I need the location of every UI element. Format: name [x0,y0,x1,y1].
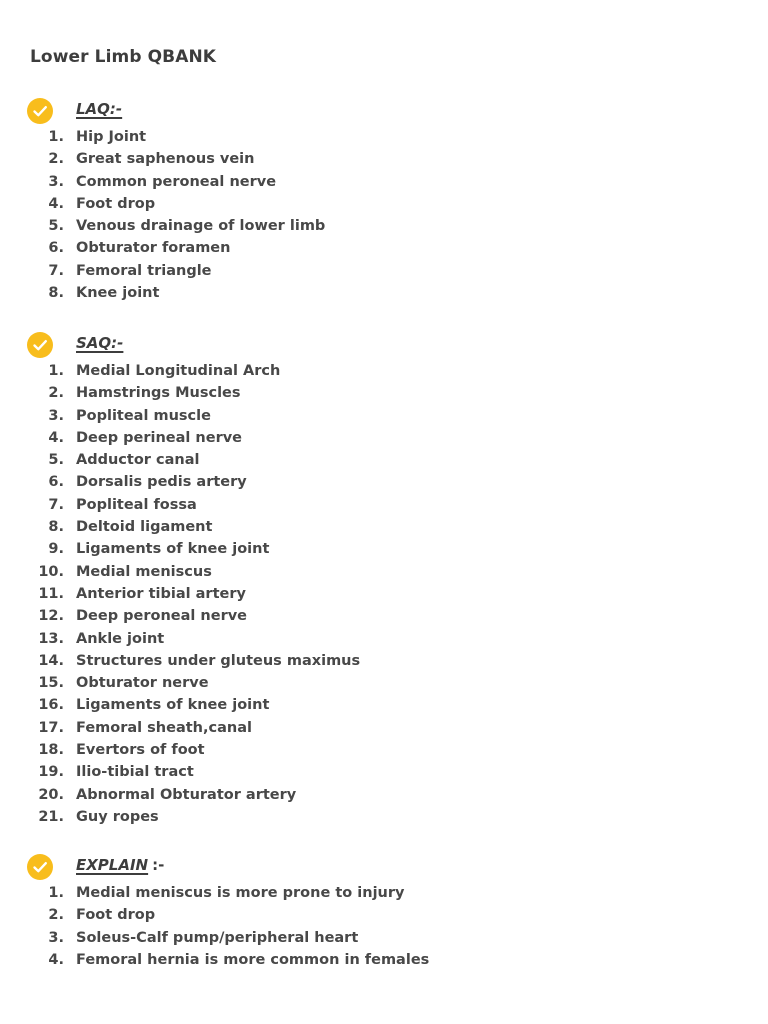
section-heading: EXPLAIN :- [76,856,165,874]
item-text: Medial meniscus [76,563,212,580]
item-text: Ligaments of knee joint [76,697,270,714]
item-number: 16. [38,697,64,714]
list-item [0,740,768,762]
section-heading-suffix: :- [152,856,165,874]
list-item [0,928,768,950]
item-text: Deep peroneal nerve [76,608,248,625]
list-item [0,562,768,584]
item-text: Ankle joint [76,630,165,647]
list-item [0,584,768,606]
list-item [0,950,768,972]
item-text: Hip Joint [76,129,147,145]
item-number: 7. [48,496,64,513]
list-item [0,606,768,628]
item-number: 3. [48,929,64,946]
list-item [0,673,768,695]
item-number: 4. [48,429,64,446]
item-number: 8. [48,519,64,536]
list-item [0,539,768,561]
list-item [0,517,768,539]
question-list [0,127,768,305]
list-item [0,629,768,651]
list-item [0,472,768,494]
item-text: Obturator nerve [76,675,209,692]
item-number: 5. [48,218,64,235]
section-header [0,333,768,361]
item-number: 6. [48,240,64,257]
item-text: Guy ropes [76,808,159,825]
item-number: 11. [38,585,64,602]
list-item [0,807,768,829]
section-explain [0,855,768,972]
list-item [0,216,768,238]
item-text: Popliteal fossa [76,496,197,513]
list-item [0,651,768,673]
list-item [0,905,768,927]
item-text: Structures under gluteus maximus [76,652,361,669]
item-text: Dorsalis pedis artery [76,474,247,491]
item-text: Adductor canal [76,452,200,469]
item-number: 3. [48,173,64,190]
list-item [0,406,768,428]
item-number: 9. [48,541,64,558]
item-text: Knee joint [76,285,160,302]
item-number: 17. [38,719,64,736]
list-item [0,283,768,305]
section-header [0,99,768,127]
question-list [0,883,768,972]
list-item [0,718,768,740]
section-saq [0,333,768,829]
item-number: 4. [48,195,64,212]
item-number: 4. [48,951,64,968]
item-text: Medial Longitudinal Arch [76,363,281,379]
item-text: Common peroneal nerve [76,173,277,190]
item-number: 19. [38,764,64,781]
list-item [0,383,768,405]
item-number: 18. [38,742,64,759]
item-text: Deep perineal nerve [76,429,243,446]
question-list [0,361,768,829]
list-item [0,261,768,283]
item-text: Evertors of foot [76,742,205,759]
list-item [0,172,768,194]
item-text: Femoral sheath,canal [76,719,252,736]
item-text: Abnormal Obturator artery [76,786,297,803]
checkmark-circle-icon [27,854,53,880]
item-number: 13. [38,630,64,647]
document-title: Lower Limb QBANK [30,47,217,67]
item-text: Ligaments of knee joint [76,541,270,558]
item-number: 6. [48,474,64,491]
item-number: 2. [48,151,64,168]
item-number: 10. [38,563,64,580]
item-text: Popliteal muscle [76,407,211,424]
item-number: 7. [48,262,64,279]
item-number: 2. [48,385,64,402]
item-number: 14. [38,652,64,669]
item-number: 5. [48,452,64,469]
list-item [0,149,768,171]
list-item [0,361,768,383]
list-item [0,428,768,450]
section-header [0,855,768,883]
section-heading: SAQ:- [76,334,124,352]
item-text: Deltoid ligament [76,519,213,536]
checkmark-circle-icon [27,332,53,358]
item-number: 2. [48,907,64,924]
list-item [0,883,768,905]
list-item [0,785,768,807]
section-laq [0,99,768,305]
item-number: 3. [48,407,64,424]
item-number: 8. [48,285,64,302]
list-item [0,127,768,149]
list-item [0,695,768,717]
item-text: Femoral triangle [76,262,212,279]
item-number: 1. [48,885,64,901]
item-number: 12. [38,608,64,625]
item-text: Femoral hernia is more common in females [76,951,430,968]
list-item [0,762,768,784]
item-text: Hamstrings Muscles [76,385,241,402]
item-text: Anterior tibial artery [76,585,246,602]
item-text: Foot drop [76,907,156,924]
item-number: 15. [38,675,64,692]
list-item [0,238,768,260]
item-text: Obturator foramen [76,240,231,257]
item-number: 20. [38,786,64,803]
section-heading: LAQ:- [76,100,123,118]
item-number: 1. [48,129,64,145]
list-item [0,450,768,472]
checkmark-circle-icon [27,98,53,124]
list-item [0,495,768,517]
item-text: Medial meniscus is more prone to injury [76,885,405,901]
item-text: Ilio-tibial tract [76,764,194,781]
item-number: 21. [38,808,64,825]
item-number: 1. [48,363,64,379]
item-text: Foot drop [76,195,156,212]
item-text: Great saphenous vein [76,151,255,168]
item-text: Soleus-Calf pump/peripheral heart [76,929,359,946]
item-text: Venous drainage of lower limb [76,218,326,235]
list-item [0,194,768,216]
